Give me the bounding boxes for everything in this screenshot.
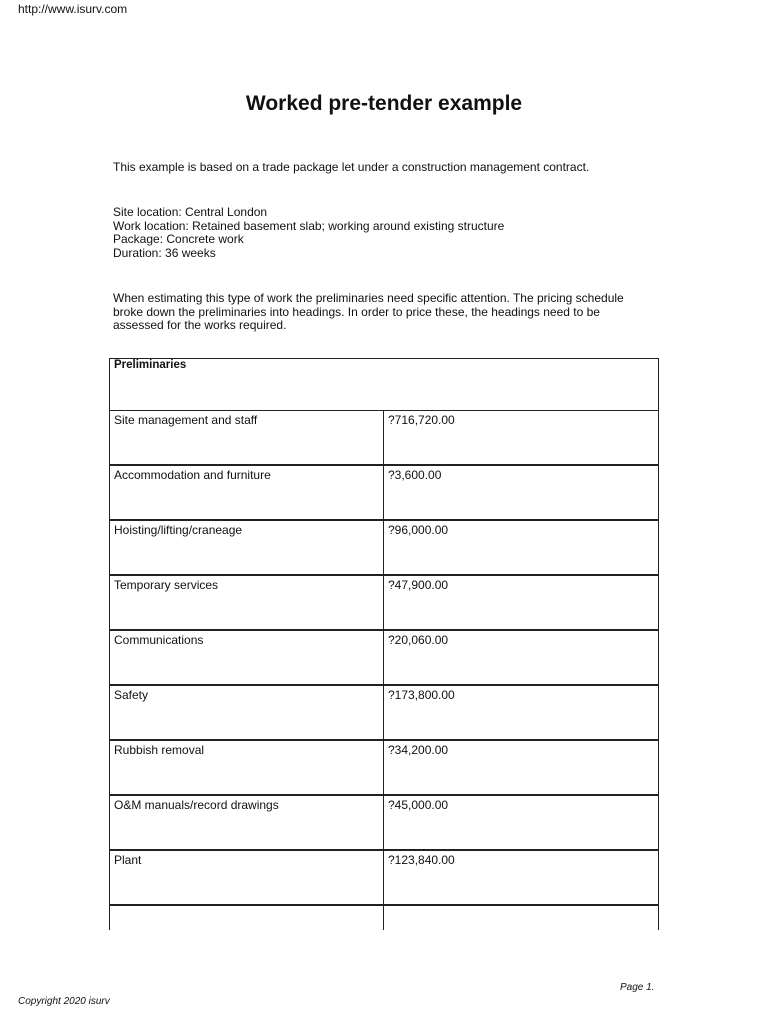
table-row	[109, 630, 659, 685]
row-label: Safety	[114, 688, 149, 702]
row-value-cell	[383, 685, 659, 740]
row-value-cell	[383, 850, 659, 905]
row-label-cell	[109, 575, 384, 630]
row-label-cell	[109, 630, 384, 685]
preliminaries-header	[109, 358, 659, 410]
row-label: Rubbish removal	[114, 743, 205, 757]
source-url[interactable]: http://www.isurv.com	[18, 2, 128, 16]
project-details	[113, 206, 653, 261]
preliminaries-heading: Preliminaries	[114, 359, 187, 371]
row-label-cell	[109, 795, 384, 850]
row-value: ?45,000.00	[388, 798, 449, 812]
row-label: O&M manuals/record drawings	[114, 798, 279, 812]
table-row	[109, 410, 659, 465]
row-value-cell	[383, 740, 659, 795]
empty-label-cell	[109, 905, 384, 930]
page-number: Page 1.	[620, 982, 655, 993]
row-label-cell	[109, 740, 384, 795]
detail-site-location: Site location: Central London	[113, 205, 268, 219]
estimating-paragraph: When estimating this type of work the preliminaries need specific attention. The pricing schedule broke down the preliminaries into headings. In order to price these, the headings need to be assessed for the works required.	[113, 291, 624, 333]
detail-work-location: Work location: Retained basement slab; working around existing structure	[113, 218, 505, 233]
row-label: Temporary services	[114, 578, 219, 592]
row-value-cell	[383, 465, 659, 520]
table-row	[109, 850, 659, 905]
row-label: Communications	[114, 633, 204, 647]
row-value: ?3,600.00	[388, 468, 442, 482]
copyright-notice: Copyright 2020 isurv	[18, 996, 110, 1007]
row-value-cell	[383, 410, 659, 465]
row-value-cell	[383, 795, 659, 850]
row-label-cell	[109, 685, 384, 740]
table-row	[109, 685, 659, 740]
row-label: Hoisting/lifting/craneage	[114, 523, 243, 537]
row-value-cell	[383, 630, 659, 685]
table-row-continued	[109, 905, 659, 930]
intro-paragraph: This example is based on a trade package let under a construction management contract.	[113, 160, 590, 174]
row-label: Accommodation and furniture	[114, 468, 271, 482]
row-value-cell	[383, 575, 659, 630]
row-label-cell	[109, 850, 384, 905]
row-value: ?47,900.00	[388, 578, 449, 592]
preliminaries-table	[109, 358, 659, 930]
row-label-cell	[109, 410, 384, 465]
row-value: ?173,800.00	[388, 688, 455, 702]
row-value: ?34,200.00	[388, 743, 449, 757]
row-value: ?20,060.00	[388, 633, 449, 647]
table-row	[109, 740, 659, 795]
row-label: Site management and staff	[114, 413, 258, 427]
detail-package: Package: Concrete work	[113, 232, 244, 247]
row-label: Plant	[114, 853, 142, 867]
empty-value-cell	[383, 905, 659, 930]
row-value: ?123,840.00	[388, 853, 455, 867]
page-title: Worked pre-tender example	[245, 92, 523, 115]
table-row	[109, 465, 659, 520]
table-row	[109, 520, 659, 575]
table-row	[109, 575, 659, 630]
table-row	[109, 795, 659, 850]
row-value: ?96,000.00	[388, 523, 449, 537]
row-label-cell	[109, 520, 384, 575]
detail-duration: Duration: 36 weeks	[113, 246, 216, 261]
row-label-cell	[109, 465, 384, 520]
row-value-cell	[383, 520, 659, 575]
row-value: ?716,720.00	[388, 413, 455, 427]
